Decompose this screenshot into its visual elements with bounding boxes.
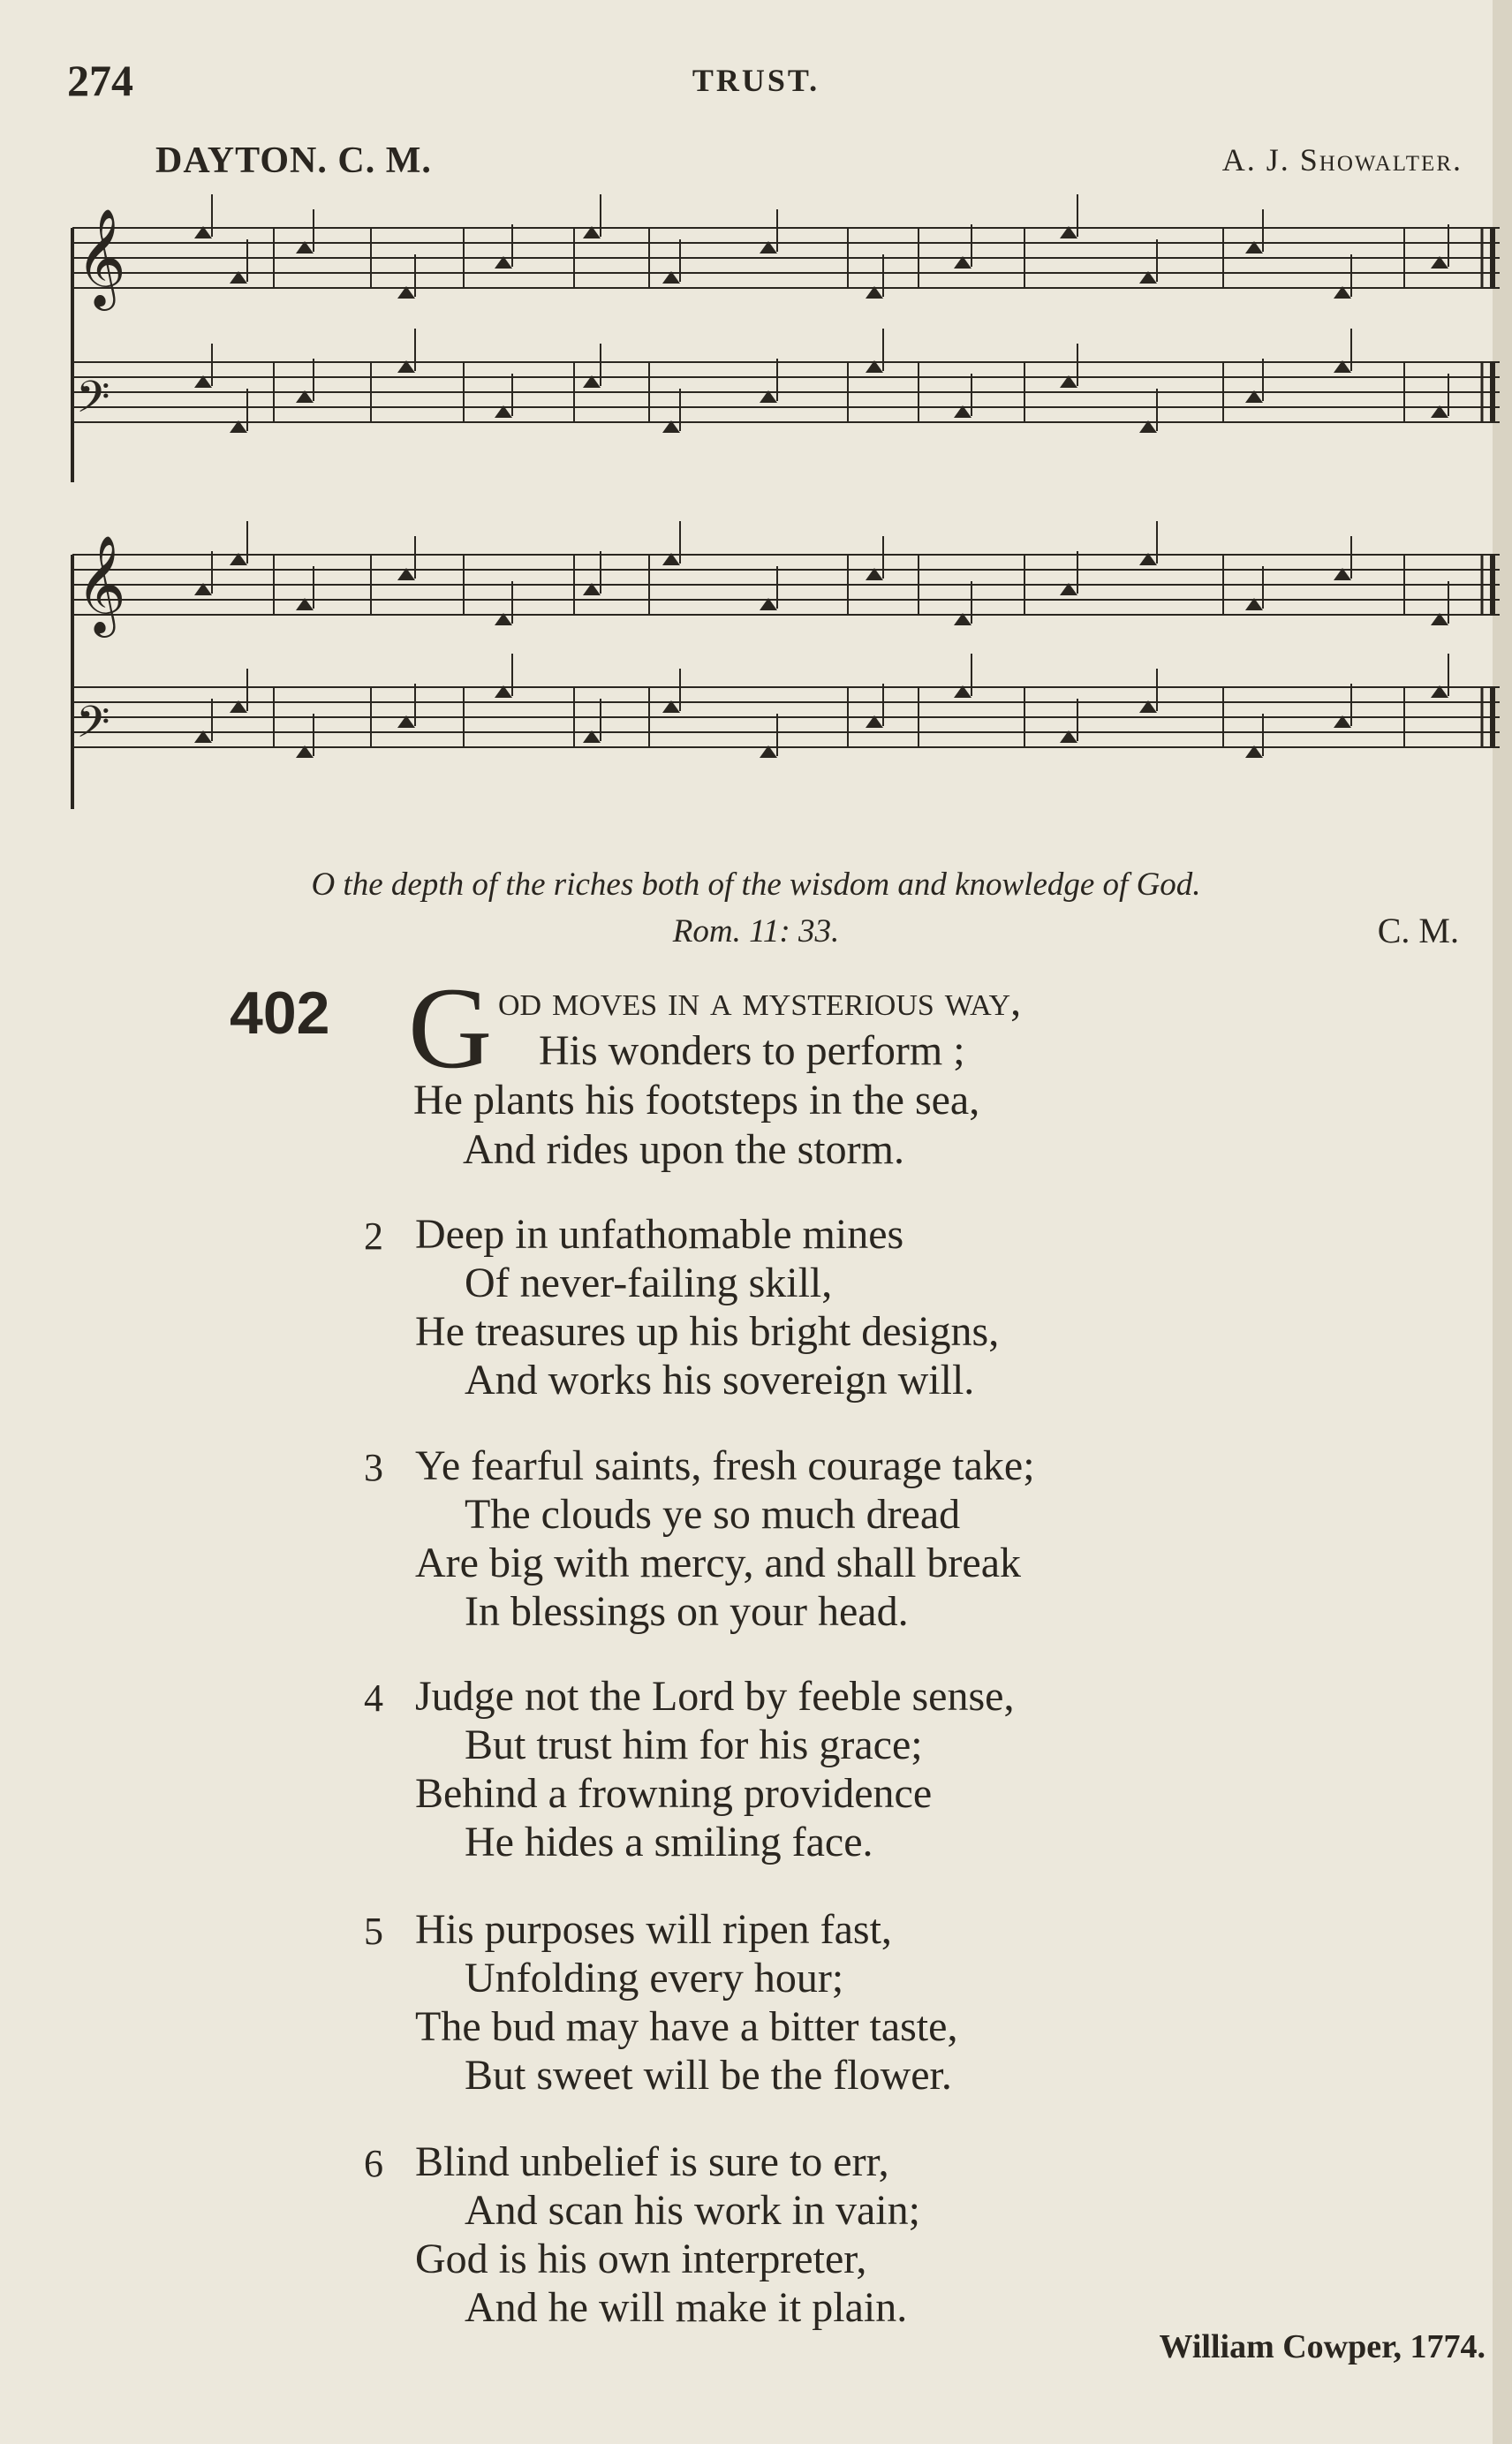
bass-clef-icon: 𝄢	[76, 372, 110, 434]
page-number: 274	[67, 56, 133, 105]
running-title: TRUST.	[692, 63, 820, 98]
musical-score	[0, 0, 1512, 830]
verse-line: The bud may have a bitter taste,	[415, 2003, 958, 2050]
tune-name: DAYTON. C. M.	[155, 140, 432, 181]
treble-clef-icon: 𝄞	[76, 208, 126, 306]
composer: A. J. Showalter.	[1221, 142, 1463, 178]
author-attribution: William Cowper, 1774.	[1159, 2328, 1486, 2365]
stanza1-line2: His wonders to perform ;	[539, 1027, 965, 1074]
verse-line: Judge not the Lord by feeble sense,	[415, 1673, 1015, 1720]
verse-number: 3	[364, 1446, 383, 1489]
verse-line: Blind unbelief is sure to err,	[415, 2138, 889, 2185]
verse-line: He treasures up his bright designs,	[415, 1308, 1000, 1355]
hymn-number: 402	[230, 980, 330, 1047]
verse-line: And works his sovereign will.	[465, 1357, 975, 1404]
verse-line: Deep in unfathomable mines	[415, 1211, 904, 1258]
verse-line: God is his own interpreter,	[415, 2236, 867, 2282]
verse-number: 2	[364, 1214, 383, 1258]
verse-line: And he will make it plain.	[465, 2284, 908, 2331]
verse-line: Are big with mercy, and shall break	[415, 1540, 1021, 1586]
scripture-reference: Rom. 11: 33.	[672, 913, 840, 950]
epigraph-text: O the depth of the riches both of the wisdom and knowledge of God.	[311, 866, 1201, 903]
verse-line: In blessings on your head.	[465, 1588, 909, 1635]
verse-number: 5	[364, 1910, 383, 1953]
treble-clef-icon: 𝄞	[76, 534, 126, 633]
verse-line: Ye fearful saints, fresh courage take;	[415, 1442, 1035, 1489]
verse-line: His purposes will ripen fast,	[415, 1906, 892, 1953]
verse-line: He hides a smiling face.	[465, 1819, 873, 1865]
verse-number: 6	[364, 2142, 383, 2185]
stanza1-line3: He plants his footsteps in the sea,	[413, 1077, 980, 1124]
verse-line: Of never-failing skill,	[465, 1260, 833, 1306]
verse-line: And scan his work in vain;	[465, 2187, 920, 2234]
verse-line: But sweet will be the flower.	[465, 2052, 952, 2099]
first-line: od moves in a mysterious way,	[498, 978, 1022, 1025]
stanza1-line4: And rides upon the storm.	[463, 1126, 904, 1173]
verse-line: Unfolding every hour;	[465, 1955, 844, 2001]
drop-cap: G	[408, 963, 493, 1093]
verse-line: The clouds ye so much dread	[465, 1491, 961, 1538]
bass-clef-icon: 𝄢	[76, 697, 110, 759]
verse-line: Behind a frowning providence	[415, 1770, 933, 1817]
hymn-meter: C. M.	[1377, 911, 1459, 950]
verse-number: 4	[364, 1676, 383, 1720]
verse-line: But trust him for his grace;	[465, 1721, 923, 1768]
